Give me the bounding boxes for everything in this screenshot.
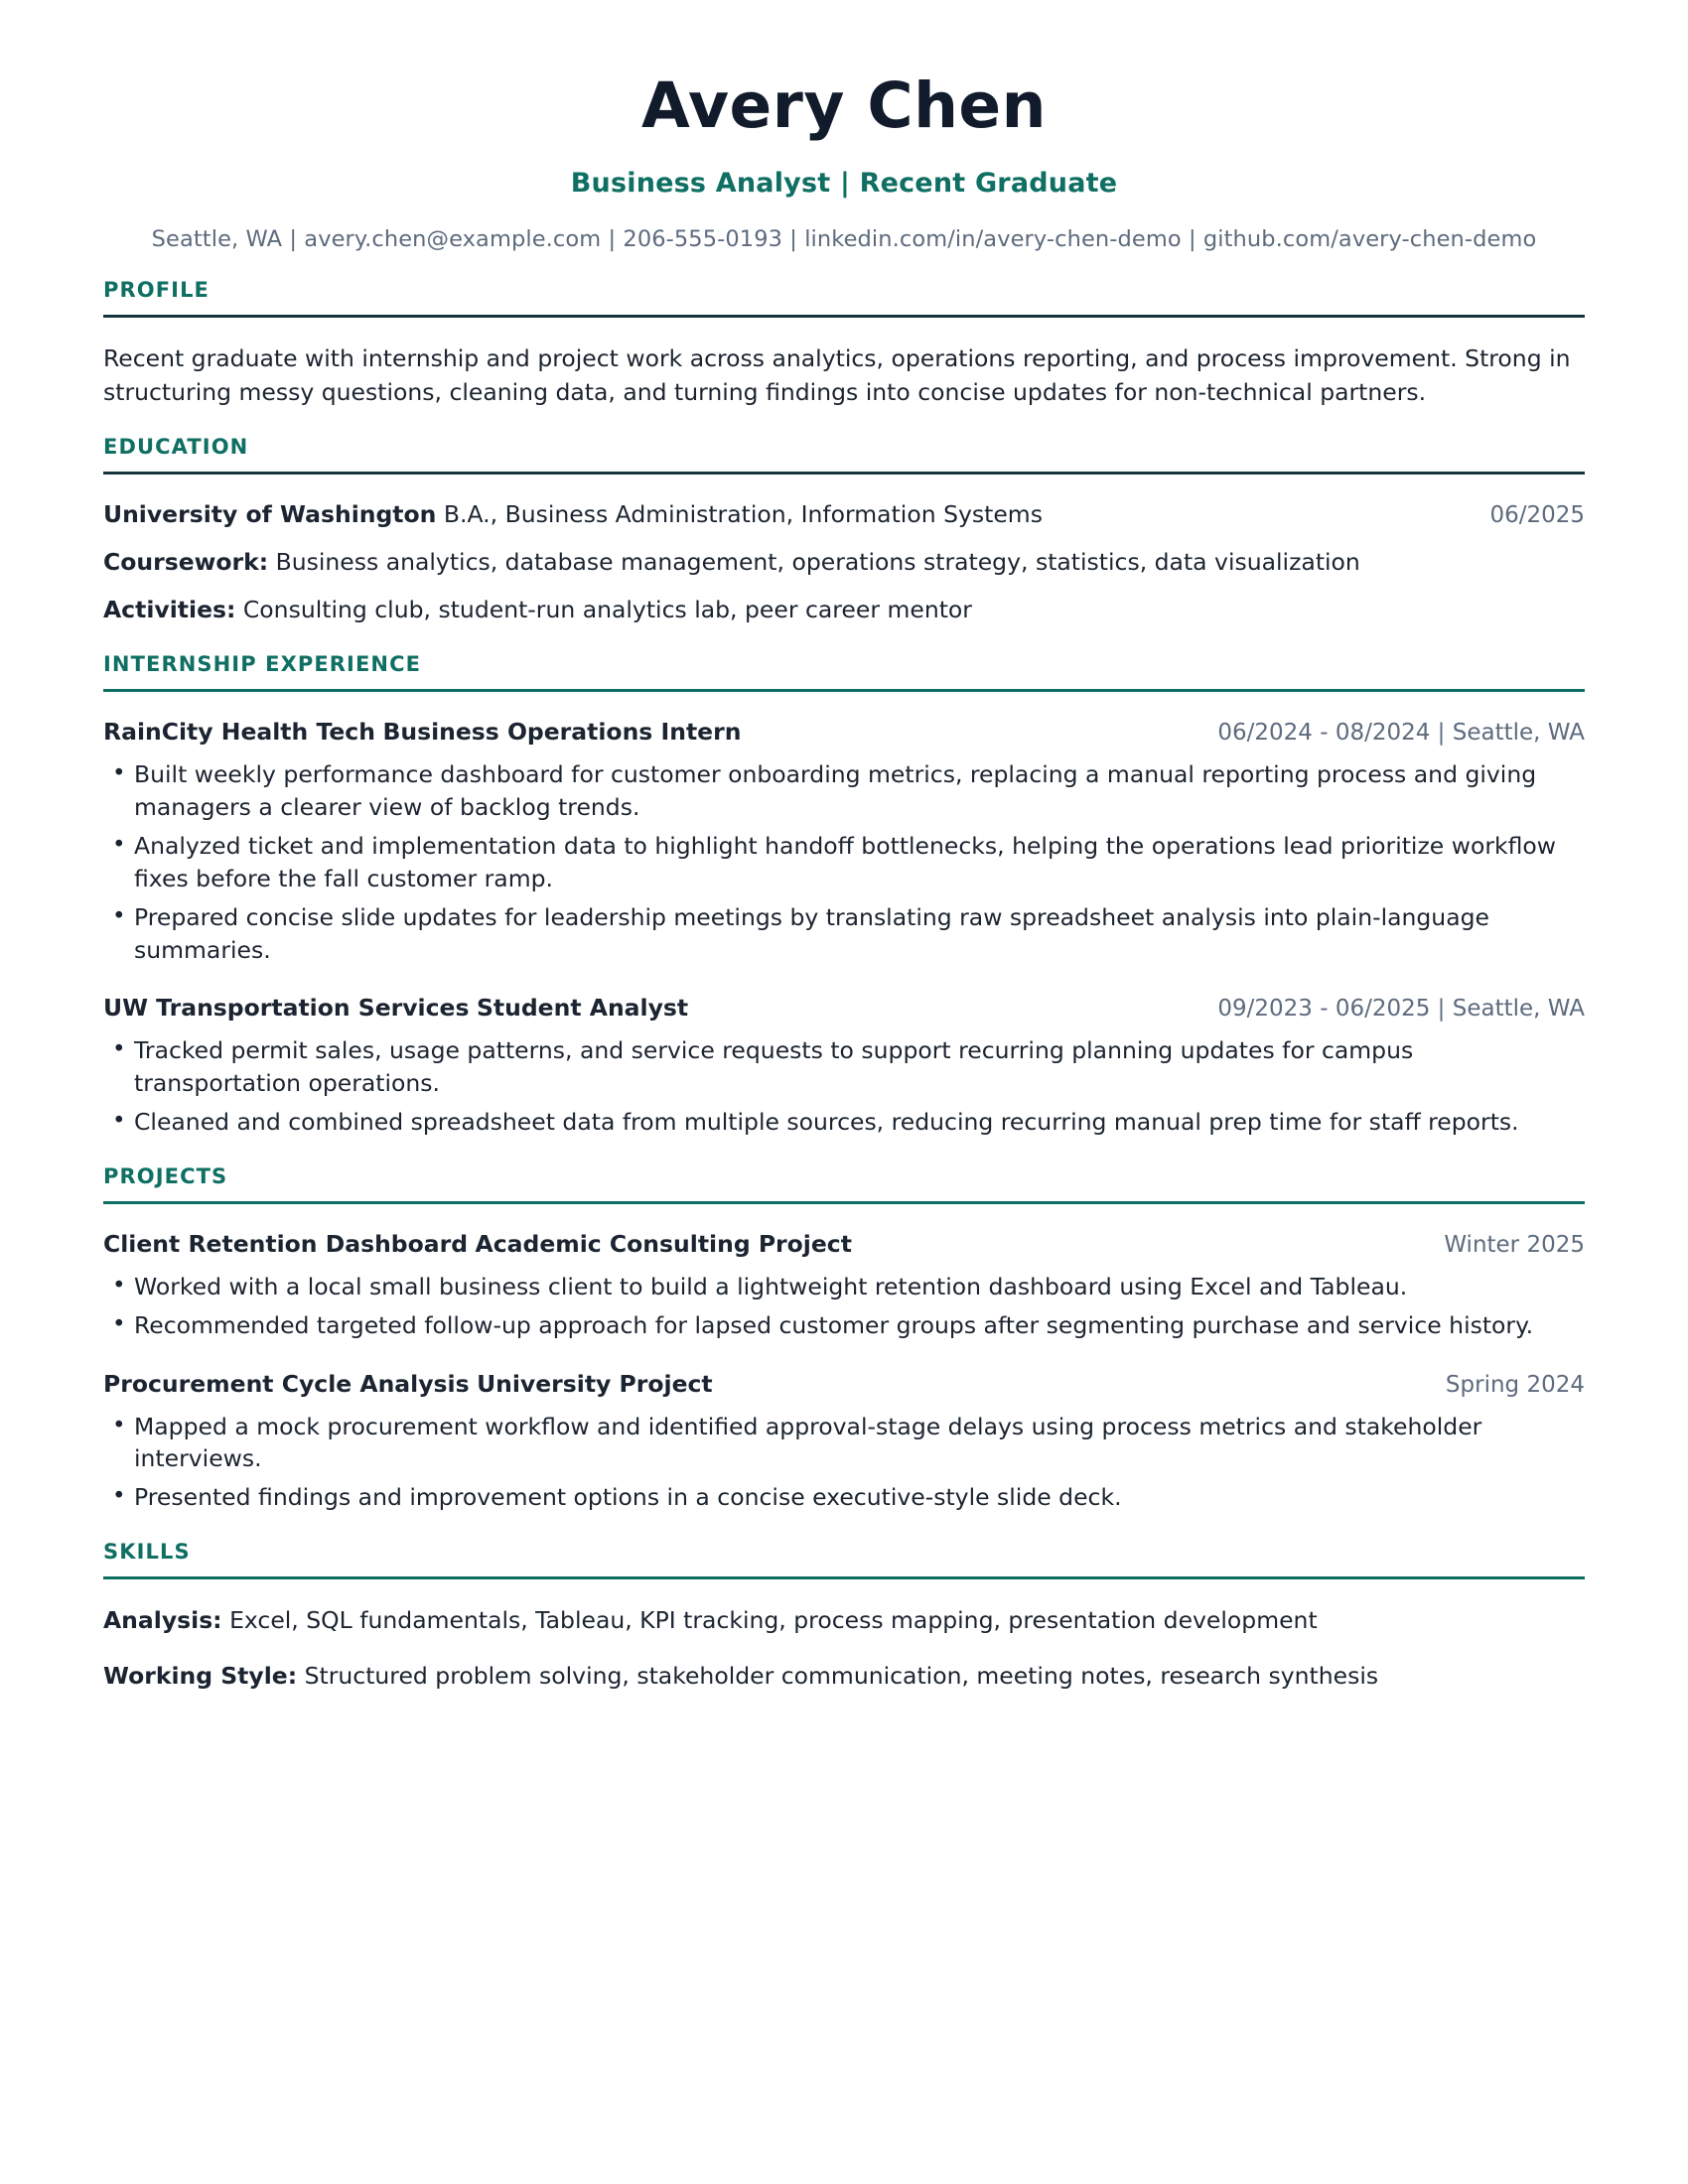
project-bullet: • Mapped a mock procurement workflow and identified approval-stage delays using process metrics and stakeholder interviews. [103, 1411, 1585, 1476]
experience-bullet: • Tracked permit sales, usage patterns, and service requests to support recurring planning updates for campus transportation operations. [103, 1034, 1585, 1100]
section-body-education [103, 498, 1585, 626]
candidate-headline: Business Analyst | Recent Graduate [570, 167, 1118, 199]
section-title-skills: SKILLS [103, 1540, 191, 1565]
project-entry [103, 1228, 1585, 1342]
project-entry-head [103, 1368, 1585, 1401]
experience-bullet: • Analyzed ticket and implementation data to highlight handoff bottlenecks, helping the operations lead prioritize workflow fixes before the fall customer ramp. [103, 830, 1585, 895]
project-name: Client Retention Dashboard [103, 1229, 469, 1258]
education-degree: B.A., Business Administration, Information Systems [443, 500, 1043, 529]
project-meta: Winter 2025 [1444, 1231, 1585, 1258]
education-coursework-value: Business analytics, database management, operations strategy, statistics, data visualization [275, 548, 1360, 577]
experience-entry-title [103, 992, 688, 1024]
section-profile [103, 278, 1585, 410]
project-entry-title [103, 1368, 713, 1401]
education-activities-label: Activities: [103, 596, 236, 624]
section-body-profile [103, 341, 1585, 410]
skill-value: Structured problem solving, stakeholder communication, meeting notes, research synthesis [304, 1662, 1379, 1691]
experience-meta: 09/2023 - 06/2025 | Seattle, WA [1217, 996, 1585, 1023]
section-experience [103, 652, 1585, 1139]
project-type: University Project [477, 1369, 713, 1398]
project-bullet: • Recommended targeted follow-up approach for lapsed customer groups after segmenting purchase and service history. [103, 1309, 1585, 1342]
experience-entry-title [103, 716, 741, 749]
education-coursework-row [103, 545, 1585, 579]
project-entry [103, 1368, 1585, 1515]
section-skills [103, 1540, 1585, 1693]
skill-value: Excel, SQL fundamentals, Tableau, KPI tracking, process mapping, presentation development [229, 1606, 1318, 1635]
project-type: Academic Consulting Project [475, 1229, 852, 1258]
experience-entry [103, 992, 1585, 1139]
skill-row [103, 1603, 1585, 1637]
experience-org: UW Transportation Services [103, 994, 470, 1023]
project-bullet-list [103, 1411, 1585, 1515]
experience-meta: 06/2024 - 08/2024 | Seattle, WA [1217, 720, 1585, 747]
candidate-name: Avery Chen [640, 69, 1048, 142]
experience-role: Business Operations Intern [382, 718, 742, 747]
education-activities-row [103, 593, 1585, 626]
resume-header [103, 71, 1585, 252]
section-title-profile: PROFILE [103, 277, 210, 302]
contact-line: Seattle, WA | avery.chen@example.com | 206-555-0193 | linkedin.com/in/avery-chen-demo | github.com/avery-chen-demo [151, 225, 1537, 252]
experience-bullet-list [103, 1034, 1585, 1139]
education-date: 06/2025 [1489, 502, 1585, 529]
project-bullet: • Worked with a local small business client to build a lightweight retention dashboard using Excel and Tableau. [103, 1271, 1585, 1303]
experience-bullet: • Cleaned and combined spreadsheet data from multiple sources, reducing recurring manual prep time for staff reports. [103, 1106, 1585, 1139]
experience-entry-head [103, 992, 1585, 1024]
section-rule-projects [103, 1201, 1585, 1204]
experience-org: RainCity Health Tech [103, 718, 375, 747]
section-body-skills [103, 1603, 1585, 1693]
skill-label: Analysis: [103, 1606, 222, 1635]
education-entry [103, 498, 1585, 626]
project-bullet-list [103, 1271, 1585, 1342]
skill-label: Working Style: [103, 1662, 298, 1691]
project-entry-title [103, 1228, 852, 1261]
experience-entry [103, 716, 1585, 966]
experience-role: Student Analyst [476, 994, 689, 1023]
education-activities-value: Consulting club, student-run analytics lab, peer career mentor [242, 596, 972, 624]
section-rule-experience [103, 689, 1585, 692]
section-education [103, 435, 1585, 626]
education-entry-title [103, 498, 1043, 531]
experience-bullet: • Prepared concise slide updates for leadership meetings by translating raw spreadsheet analysis into plain-language summaries. [103, 901, 1585, 967]
profile-summary-text: Recent graduate with internship and project work across analytics, operations reporting, and process improvement. Strong in structuring messy questions, cleaning data, and turning findings into concise updates for non-technical partners. [103, 343, 1571, 406]
project-bullet: • Presented findings and improvement options in a concise executive-style slide deck. [103, 1481, 1585, 1514]
project-name: Procurement Cycle Analysis [103, 1369, 470, 1398]
education-entry-head [103, 498, 1585, 531]
section-rule-profile [103, 315, 1585, 318]
education-school: University of Washington [103, 500, 437, 529]
section-title-projects: PROJECTS [103, 1163, 228, 1188]
section-projects [103, 1164, 1585, 1514]
project-meta: Spring 2024 [1445, 1371, 1585, 1398]
section-title-education: EDUCATION [103, 435, 249, 460]
experience-bullet-list [103, 758, 1585, 966]
skill-row [103, 1659, 1585, 1693]
section-body-projects [103, 1228, 1585, 1514]
experience-bullet: • Built weekly performance dashboard for customer onboarding metrics, replacing a manual reporting process and giving managers a clearer view of backlog trends. [103, 758, 1585, 824]
project-entry-head [103, 1228, 1585, 1261]
section-rule-education [103, 472, 1585, 475]
section-rule-skills [103, 1576, 1585, 1579]
experience-entry-head [103, 716, 1585, 749]
section-body-experience [103, 716, 1585, 1139]
section-title-experience: INTERNSHIP EXPERIENCE [103, 652, 422, 677]
education-coursework-label: Coursework: [103, 548, 269, 577]
